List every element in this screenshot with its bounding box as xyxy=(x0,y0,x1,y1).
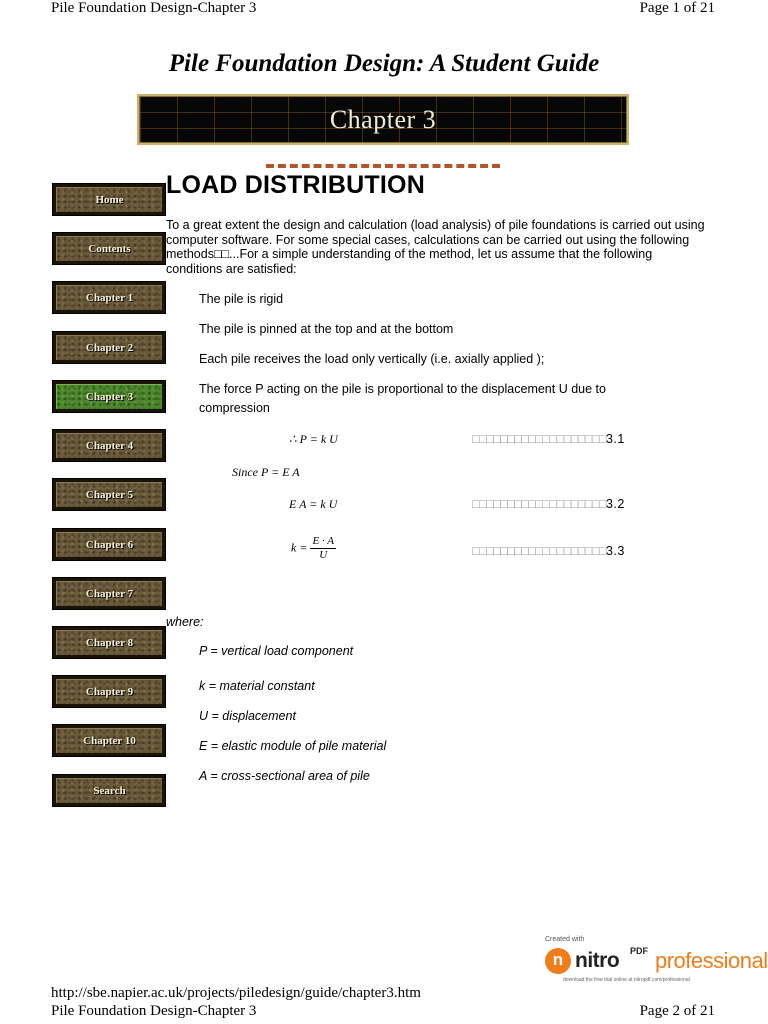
nitro-brand: nitro xyxy=(575,949,620,972)
condition-item: The force P acting on the pile is proportional to the displacement U due to compression xyxy=(199,382,606,415)
section-heading: LOAD DISTRIBUTION xyxy=(166,171,425,199)
nitro-created-text: Created with xyxy=(545,936,585,943)
since-statement: Since P = E A xyxy=(232,465,300,479)
condition-item: The pile is pinned at the top and at the bottom xyxy=(199,322,454,336)
guide-title: Pile Foundation Design: A Student Guide xyxy=(168,50,600,77)
definition-item: E = elastic module of pile material xyxy=(199,739,387,753)
nitro-logo-letter: n xyxy=(552,950,564,969)
nav-chapter7-label: Chapter 7 xyxy=(56,581,162,606)
equation-3-3-lhs: k = xyxy=(291,540,308,555)
fraction-numerator: E · A xyxy=(312,535,334,547)
nitro-pdf: PDF xyxy=(630,946,648,956)
nav-chapter5-label: Chapter 5 xyxy=(56,482,162,507)
equation-filler: □□□□□□□□□□□□□□□□□□□ xyxy=(472,432,606,446)
equation-3-3-number xyxy=(472,544,625,558)
fraction-denominator: U xyxy=(319,549,328,561)
nav-search-label: Search xyxy=(56,778,162,803)
footer-url[interactable]: http://sbe.napier.ac.uk/projects/piledesign/guide/chapter3.htm xyxy=(51,985,421,1001)
nav-chapter2-label: Chapter 2 xyxy=(56,335,162,360)
nav-search-button[interactable] xyxy=(52,774,166,807)
nav-chapter4-label: Chapter 4 xyxy=(56,433,162,458)
nav-chapter8-label: Chapter 8 xyxy=(56,630,162,655)
definition-item: k = material constant xyxy=(199,679,315,693)
nitro-watermark xyxy=(545,936,768,986)
equation-label: 3.3 xyxy=(605,544,625,558)
nav-chapter5-button[interactable] xyxy=(52,478,166,511)
equation-label: 3.1 xyxy=(605,432,625,446)
nav-chapter6-button[interactable] xyxy=(52,528,166,561)
nav-chapter10-button[interactable] xyxy=(52,724,166,757)
nav-chapter8-button[interactable] xyxy=(52,626,166,659)
dashed-divider xyxy=(266,164,500,168)
nav-chapter9-button[interactable] xyxy=(52,675,166,708)
nav-contents-label: Contents xyxy=(56,236,162,261)
nav-chapter3-button[interactable] xyxy=(52,380,166,413)
chapter-banner-label: Chapter 3 xyxy=(329,104,437,134)
page-footer-number: Page 2 of 21 xyxy=(639,1003,715,1019)
nav-chapter10-label: Chapter 10 xyxy=(56,728,162,753)
page-footer-title: Pile Foundation Design-Chapter 3 xyxy=(51,1003,257,1019)
nitro-professional: professional xyxy=(655,948,768,973)
nav-home-label: Home xyxy=(56,187,162,212)
definition-item: P = vertical load component xyxy=(199,644,354,658)
definition-item: U = displacement xyxy=(199,709,296,723)
page-header-title: Pile Foundation Design-Chapter 3 xyxy=(51,0,257,16)
equation-3-2: E A = k U xyxy=(289,497,338,511)
nitro-download-text: download the free trial online at nitropdf.com/professional xyxy=(563,977,690,983)
equation-3-1: ∴ P = k U xyxy=(289,432,338,446)
nav-chapter1-label: Chapter 1 xyxy=(56,285,162,310)
nav-chapter1-button[interactable] xyxy=(52,281,166,314)
nav-contents-button[interactable] xyxy=(52,232,166,265)
equation-3-3 xyxy=(291,535,336,562)
intro-paragraph: To a great extent the design and calculation (load analysis) of pile foundations is carried out using computer software. For some special cases, calculations can be carried out using the following methods□□...For a simple understanding of the method, let us assume that the following conditions are satisfied: xyxy=(166,218,705,276)
condition-item: The pile is rigid xyxy=(199,292,284,306)
nav-chapter2-button[interactable] xyxy=(52,331,166,364)
condition-item: Each pile receives the load only vertically (i.e. axially applied ); xyxy=(199,352,545,366)
nav-chapter3-label: Chapter 3 xyxy=(56,384,162,409)
nav-home-button[interactable] xyxy=(52,183,166,216)
equation-label: 3.2 xyxy=(605,497,625,511)
equation-filler: □□□□□□□□□□□□□□□□□□□ xyxy=(472,544,606,558)
equation-3-2-number xyxy=(472,497,625,511)
nav-chapter4-button[interactable] xyxy=(52,429,166,462)
equation-filler: □□□□□□□□□□□□□□□□□□□ xyxy=(472,497,606,511)
nav-chapter9-label: Chapter 9 xyxy=(56,679,162,704)
nav-chapter7-button[interactable] xyxy=(52,577,166,610)
definition-item: A = cross-sectional area of pile xyxy=(199,769,370,783)
nav-chapter6-label: Chapter 6 xyxy=(56,532,162,557)
equation-3-3-fraction xyxy=(310,535,336,562)
chapter-banner xyxy=(137,94,629,145)
page-header-number: Page 1 of 21 xyxy=(639,0,715,16)
where-label: where: xyxy=(166,615,204,629)
equation-3-1-number xyxy=(472,432,625,446)
